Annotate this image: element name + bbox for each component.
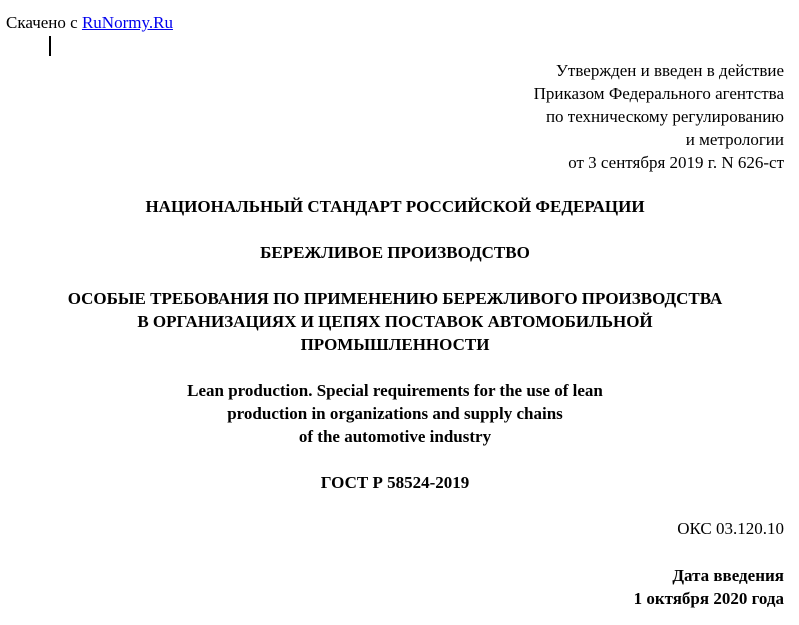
- approval-line: Приказом Федерального агентства: [533, 84, 784, 103]
- introduction-label: Дата введения: [672, 566, 784, 585]
- subtitle-ru-line: ОСОБЫЕ ТРЕБОВАНИЯ ПО ПРИМЕНЕНИЮ БЕРЕЖЛИВОГО ПРОИЗВОДСТВА: [67, 289, 723, 308]
- subtitle-ru-line: ПРОМЫШЛЕННОСТИ: [300, 335, 490, 354]
- approval-line: по техническому регулированию: [545, 107, 784, 126]
- title-en-line: of the automotive industry: [298, 427, 492, 446]
- source-line: [6, 13, 173, 33]
- gost-number: ГОСТ Р 58524-2019: [320, 473, 470, 492]
- title-en-heading: [0, 379, 790, 448]
- title-en-line: production in organizations and supply chains: [227, 404, 563, 423]
- approval-line: и метрологии: [685, 130, 784, 149]
- title-ru-heading: [0, 241, 790, 264]
- standard-type: НАЦИОНАЛЬНЫЙ СТАНДАРТ РОССИЙСКОЙ ФЕДЕРАЦИИ: [145, 197, 645, 216]
- approval-block: [534, 59, 784, 174]
- standard-type-heading: [0, 195, 790, 218]
- subtitle-ru-heading: [0, 287, 790, 356]
- title-en-line: Lean production. Special requirements for the use of lean: [187, 381, 603, 400]
- oks-code: ОКС 03.120.10: [677, 519, 784, 538]
- approval-line: Утвержден и введен в действие: [555, 61, 784, 80]
- gost-number-heading: [0, 471, 790, 494]
- source-prefix: Скачено с: [6, 13, 82, 32]
- approval-line: от 3 сентября 2019 г. N 626-ст: [568, 153, 784, 172]
- source-link[interactable]: RuNormy.Ru: [81, 13, 173, 32]
- title-ru: БЕРЕЖЛИВОЕ ПРОИЗВОДСТВО: [260, 243, 530, 262]
- subtitle-ru-line: В ОРГАНИЗАЦИЯХ И ЦЕПЯХ ПОСТАВОК АВТОМОБИЛЬНОЙ: [137, 312, 653, 331]
- text-cursor: [49, 36, 51, 56]
- introduction-date: 1 октября 2020 года: [633, 589, 784, 608]
